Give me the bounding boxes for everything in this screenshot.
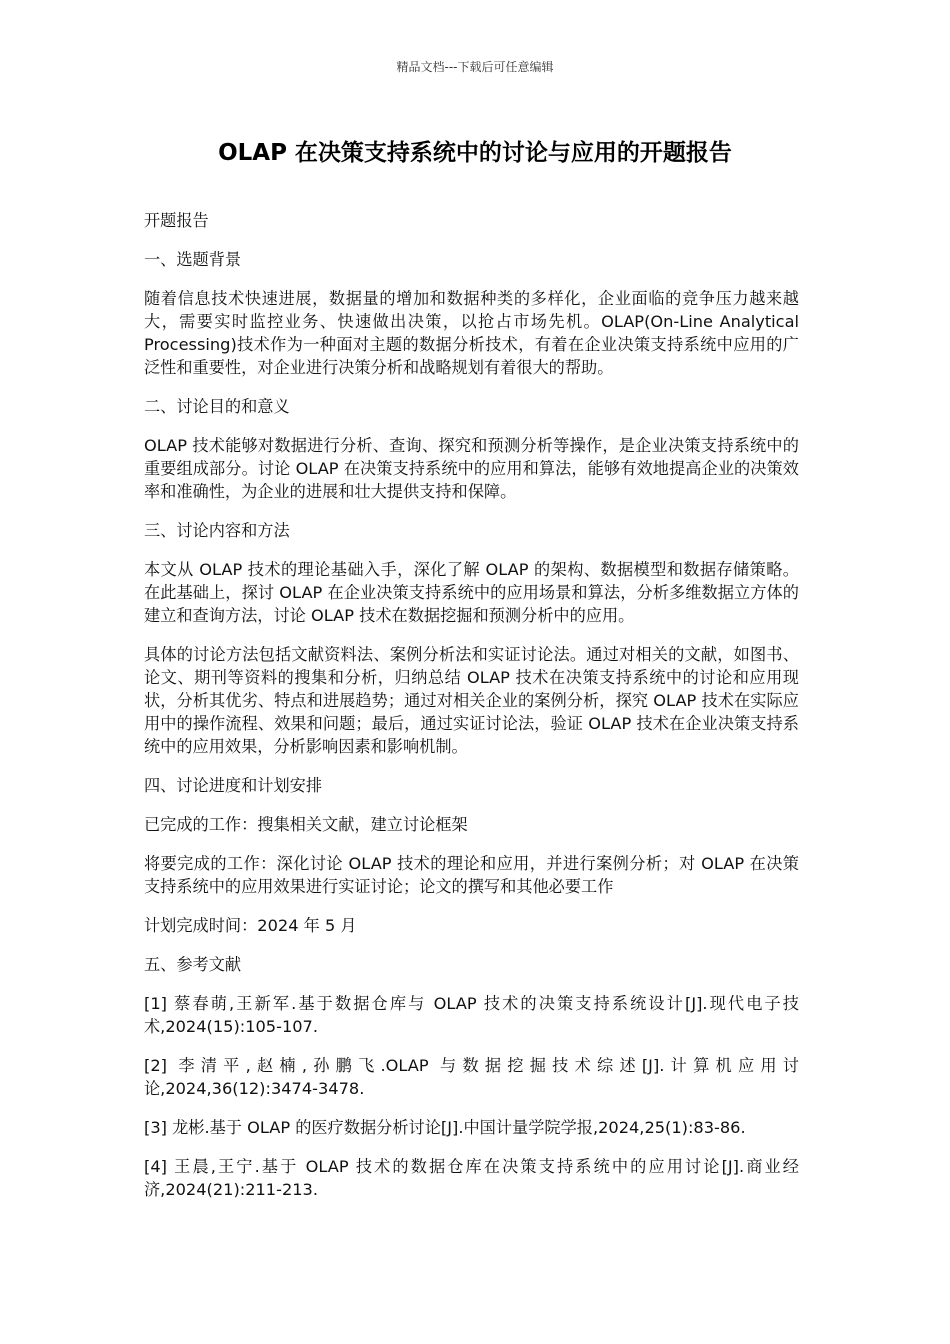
document-title: OLAP 在决策支持系统中的讨论与应用的开题报告 (218, 140, 732, 166)
reference-item: [1] 蔡春萌,王新军.基于数据仓库与 OLAP 技术的决策支持系统设计[J].现代电子技术,2024(15):105-107. (144, 994, 799, 1036)
section-heading-purpose: 二、讨论目的和意义 (144, 397, 290, 416)
reference-item: [2] 李清平,赵楠,孙鹏飞.OLAP 与数据挖掘技术综述[J].计算机应用讨论,2024,36(12):3474-3478. (144, 1056, 799, 1098)
paragraph-completion-date: 计划完成时间：2024 年 5 月 (144, 916, 357, 935)
section-heading-background: 一、选题背景 (144, 250, 242, 269)
paragraph-content: 本文从 OLAP 技术的理论基础入手，深化了解 OLAP 的架构、数据模型和数据存储策略。在此基础上，探讨 OLAP 在企业决策支持系统中的应用场景和算法，分析多维数据立方体的建立和查询方法，讨论 OLAP 技术在数据挖掘和预测分析中的应用。 (144, 560, 799, 625)
reference-item: [3] 龙彬.基于 OLAP 的医疗数据分析讨论[J].中国计量学院学报,2024,25(1):83-86. (144, 1118, 746, 1137)
document-body (144, 209, 799, 1217)
reference-item: [4] 王晨,王宁.基于 OLAP 技术的数据仓库在决策支持系统中的应用讨论[J].商业经济,2024(21):211-213. (144, 1157, 799, 1199)
paragraph-purpose: OLAP 技术能够对数据进行分析、查询、探究和预测分析等操作，是企业决策支持系统中的重要组成部分。讨论 OLAP 在决策支持系统中的应用和算法，能够有效地提高企业的决策效率和准确性，为企业的进展和壮大提供支持和保障。 (144, 436, 799, 501)
section-label-report: 开题报告 (144, 211, 209, 230)
paragraph-background: 随着信息技术快速进展，数据量的增加和数据种类的多样化，企业面临的竞争压力越来越大，需要实时监控业务、快速做出决策，以抢占市场先机。OLAP(On-Line Analytical Processing)技术作为一种面对主题的数据分析技术，有着在企业决策支持系统中应用的广泛性和重要性，对企业进行决策分析和战略规划有着很大的帮助。 (144, 289, 799, 377)
section-heading-references: 五、参考文献 (144, 955, 242, 974)
paragraph-remaining-work: 将要完成的工作：深化讨论 OLAP 技术的理论和应用，并进行案例分析；对 OLAP 在决策支持系统中的应用效果进行实证讨论；论文的撰写和其他必要工作 (144, 854, 799, 896)
paragraph-methods: 具体的讨论方法包括文献资料法、案例分析法和实证讨论法。通过对相关的文献，如图书、论文、期刊等资料的搜集和分析，归纳总结 OLAP 技术在决策支持系统中的讨论和应用现状，分析其优劣、特点和进展趋势；通过对相关企业的案例分析，探究 OLAP 技术在实际应用中的操作流程、效果和问题；最后，通过实证讨论法，验证 OLAP 技术在企业决策支持系统中的应用效果，分析影响因素和影响机制。 (144, 645, 799, 756)
section-heading-content-methods: 三、讨论内容和方法 (144, 521, 290, 540)
page-header-watermark: 精品文档---下载后可任意编辑 (396, 60, 554, 74)
section-heading-schedule: 四、讨论进度和计划安排 (144, 776, 323, 795)
paragraph-completed-work: 已完成的工作：搜集相关文献，建立讨论框架 (144, 815, 468, 834)
